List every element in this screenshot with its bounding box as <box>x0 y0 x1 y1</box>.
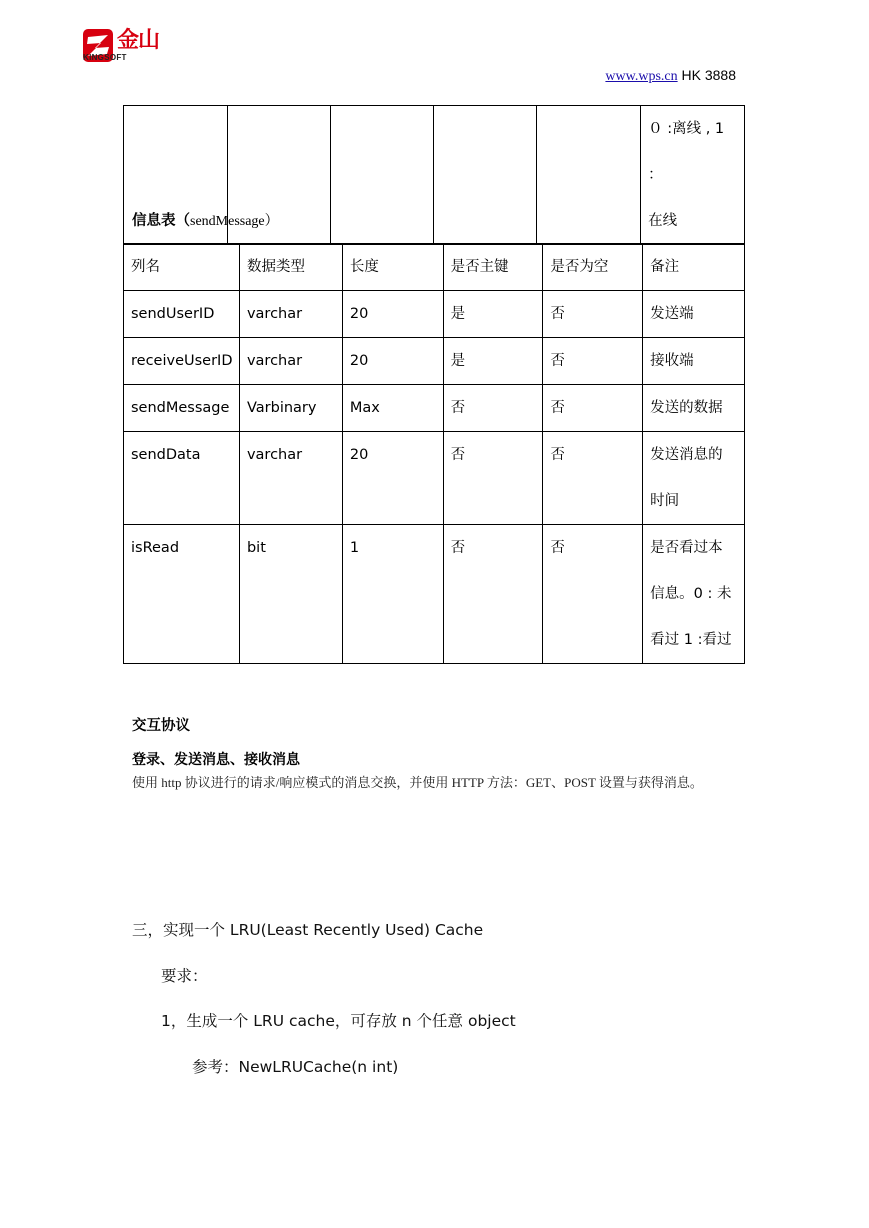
stock-code: HK 3888 <box>677 67 736 83</box>
cell-note: 发送端 <box>643 291 745 338</box>
cell-pk: 否 <box>443 385 543 432</box>
cell-name: sendMessage <box>124 385 240 432</box>
note-line: 时间 <box>650 493 680 509</box>
cell-name: receiveUserID <box>124 338 240 385</box>
cell-name: sendData <box>124 432 240 525</box>
note-line: 发送消息的 <box>650 447 723 463</box>
cell-type: varchar <box>239 338 342 385</box>
lru-requirements-label: 要求： <box>161 967 208 985</box>
cell-type: varchar <box>239 291 342 338</box>
protocol-subheading: 登录、发送消息、接收消息 <box>132 752 300 768</box>
column-header: 列名 <box>124 244 240 291</box>
table-row <box>124 525 745 664</box>
column-header: 是否为空 <box>543 244 643 291</box>
cell-type: varchar <box>239 432 342 525</box>
cell-name: isRead <box>124 525 240 664</box>
caption-label: 信息表（ <box>132 213 190 229</box>
table-header-row <box>124 244 745 291</box>
column-header: 长度 <box>342 244 443 291</box>
lru-reference: 参考：NewLRUCache(n int) <box>192 1058 399 1076</box>
cell-note <box>643 432 745 525</box>
cell-type: bit <box>239 525 342 664</box>
cell-pk: 否 <box>443 432 543 525</box>
kingsoft-logo <box>83 29 173 63</box>
table-caption <box>132 211 279 232</box>
cell-length: 1 <box>342 525 443 664</box>
note-line: 看过 1 :看过 <box>650 632 732 648</box>
note-line: 在线 <box>648 213 678 229</box>
cell-nullable: 否 <box>543 338 643 385</box>
cell-nullable: 否 <box>543 291 643 338</box>
table-cell <box>330 106 434 245</box>
cell-note: 发送的数据 <box>643 385 745 432</box>
table-row <box>124 432 745 525</box>
protocol-paragraph: 使用 http 协议进行的请求/响应模式的消息交换，并使用 HTTP 方法：GET、POST 设置与获得消息。 <box>132 775 703 790</box>
note-line: ０ :离线 , 1 ： <box>648 121 725 183</box>
cell-length: Max <box>342 385 443 432</box>
cell-note <box>643 525 745 664</box>
protocol-heading: 交互协议 <box>132 718 190 734</box>
lru-heading: 三，实现一个 LRU(Least Recently Used) Cache <box>132 921 484 939</box>
header-right <box>605 66 736 86</box>
column-header: 数据类型 <box>239 244 342 291</box>
cell-pk: 是 <box>443 338 543 385</box>
note-line: 是否看过本 <box>650 540 723 556</box>
table-cell <box>434 106 537 245</box>
table-cell-note <box>641 106 745 245</box>
logo-text-cn: 金山 <box>117 28 160 53</box>
cell-pk: 否 <box>443 525 543 664</box>
cell-note: 接收端 <box>643 338 745 385</box>
cell-nullable: 否 <box>543 432 643 525</box>
table-row <box>124 385 745 432</box>
logo-text-en: KINGSOFT <box>83 53 127 62</box>
cell-type: Varbinary <box>239 385 342 432</box>
cell-length: 20 <box>342 291 443 338</box>
table-row <box>124 291 745 338</box>
column-header: 是否主键 <box>443 244 543 291</box>
table-row <box>124 338 745 385</box>
website-link[interactable]: www.wps.cn <box>605 69 678 84</box>
cell-length: 20 <box>342 338 443 385</box>
table-cell <box>537 106 641 245</box>
cell-pk: 是 <box>443 291 543 338</box>
cell-nullable: 否 <box>543 525 643 664</box>
caption-close: ） <box>264 214 279 229</box>
lru-requirement-1: 1，生成一个 LRU cache，可存放 n 个任意 object <box>161 1012 516 1030</box>
note-line: 信息。0 : 未 <box>650 586 732 602</box>
column-header: 备注 <box>643 244 745 291</box>
cell-name: sendUserID <box>124 291 240 338</box>
send-message-table <box>123 243 745 664</box>
caption-table-name: sendMessage <box>190 214 265 229</box>
cell-length: 20 <box>342 432 443 525</box>
cell-nullable: 否 <box>543 385 643 432</box>
